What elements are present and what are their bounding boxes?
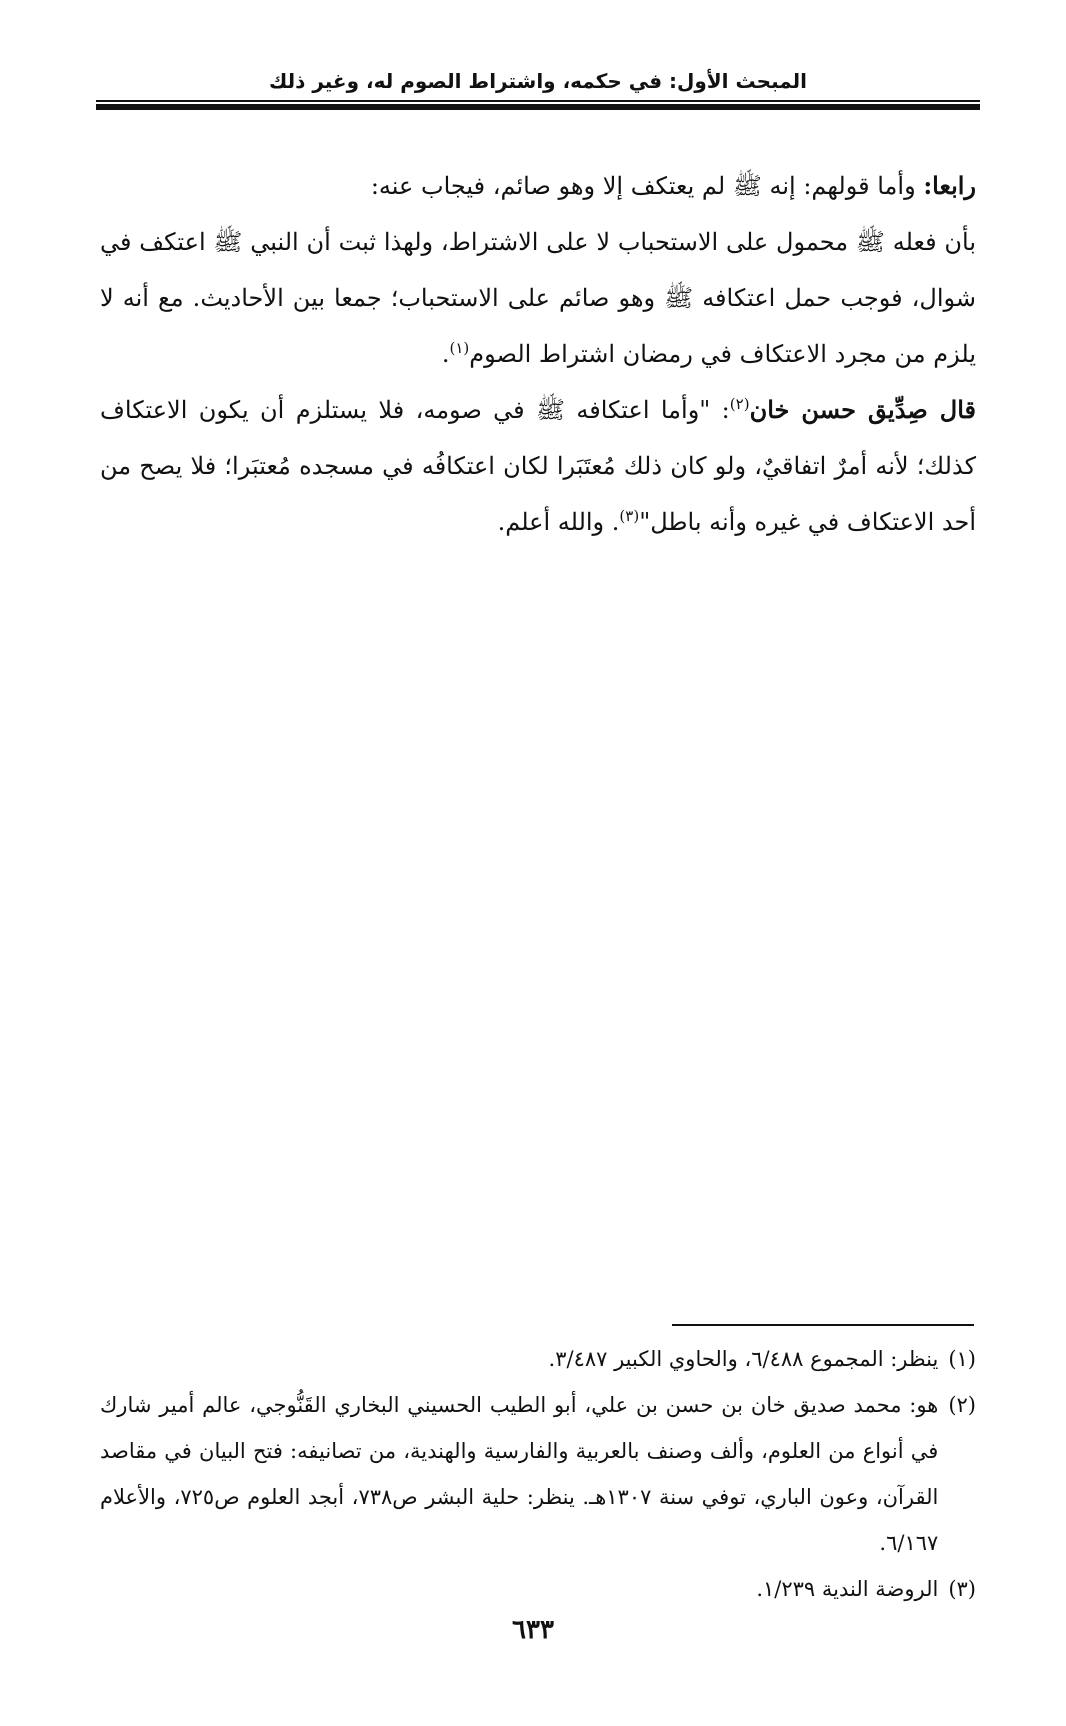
footnote-text: الروضة الندية ١/٢٣٩. [756, 1577, 939, 1601]
footnote-3 [100, 1566, 976, 1612]
header-rule-thin [96, 100, 980, 102]
footnote-ref-2[interactable]: (٢) [729, 395, 750, 413]
paragraph-2-end: . [441, 340, 450, 368]
footnote-text: هو: محمد صديق خان بن حسن بن علي، أبو الطيب الحسيني البخاري القَنُّوجي، عالم أمير شارك في أنواع من العلوم، وألف وصنف بالعربية والفارسية والهندية، من تصانيفه: فتح البيان في مقاصد القرآن، وعون الباري، توفي سنة ١٣٠٧هـ. ينظر: حلية البشر ص٧٣٨، أبجد العلوم ص٧٢٥، والأعلام ٦/١٦٧. [100, 1393, 939, 1555]
footnote-number: (١) [948, 1347, 976, 1371]
paragraph-2 [100, 214, 976, 382]
footnote-2 [100, 1382, 976, 1566]
paragraph-3 [100, 382, 976, 550]
body-text [100, 158, 976, 550]
footnote-ref-1[interactable]: (١) [449, 339, 470, 357]
paragraph-3-lead: قال صِدِّيق حسن خان [749, 395, 977, 424]
paragraph-1-label: رابعا: [923, 171, 976, 200]
paragraph-1 [100, 158, 976, 214]
footnote-separator [672, 1324, 974, 1326]
footnote-ref-3[interactable]: (٣) [619, 507, 640, 525]
page-number: ٦٣٣ [512, 1615, 554, 1645]
running-header: المبحث الأول: في حكمه، واشتراط الصوم له، وغير ذلك [268, 69, 808, 93]
paragraph-1-text: وأما قولهم: إنه ﷺ لم يعتكف إلا وهو صائم، فيجاب عنه: [370, 172, 924, 200]
footnote-text: ينظر: المجموع ٦/٤٨٨، والحاوي الكبير ٣/٤٨٧. [548, 1347, 939, 1371]
footnote-number: (٢) [948, 1393, 976, 1417]
footnote-1 [100, 1336, 976, 1382]
footnotes [100, 1336, 976, 1612]
header-rule-thick [96, 104, 980, 110]
paragraph-3-text: : "وأما اعتكافه ﷺ في صومه، فلا يستلزم أن يكون الاعتكاف كذلك؛ لأنه أمرٌ اتفاقيٌ، ولو كان ذلك مُعتَبَرا لكان اعتكافُه في مسجده مُعتبَرا؛ فلا يصح من أحد الاعتكاف في غيره وأنه باطل" [100, 396, 976, 536]
paragraph-2-text: بأن فعله ﷺ محمول على الاستحباب لا على الاشتراط، ولهذا ثبت أن النبي ﷺ اعتكف في شوال، فوجب حمل اعتكافه ﷺ وهو صائم على الاستحباب؛ جمعا بين الأحاديث. مع أنه لا يلزم من مجرد الاعتكاف في رمضان اشتراط الصوم [100, 228, 976, 368]
footnote-number: (٣) [948, 1577, 976, 1601]
paragraph-3-end: . والله أعلم. [497, 508, 620, 536]
